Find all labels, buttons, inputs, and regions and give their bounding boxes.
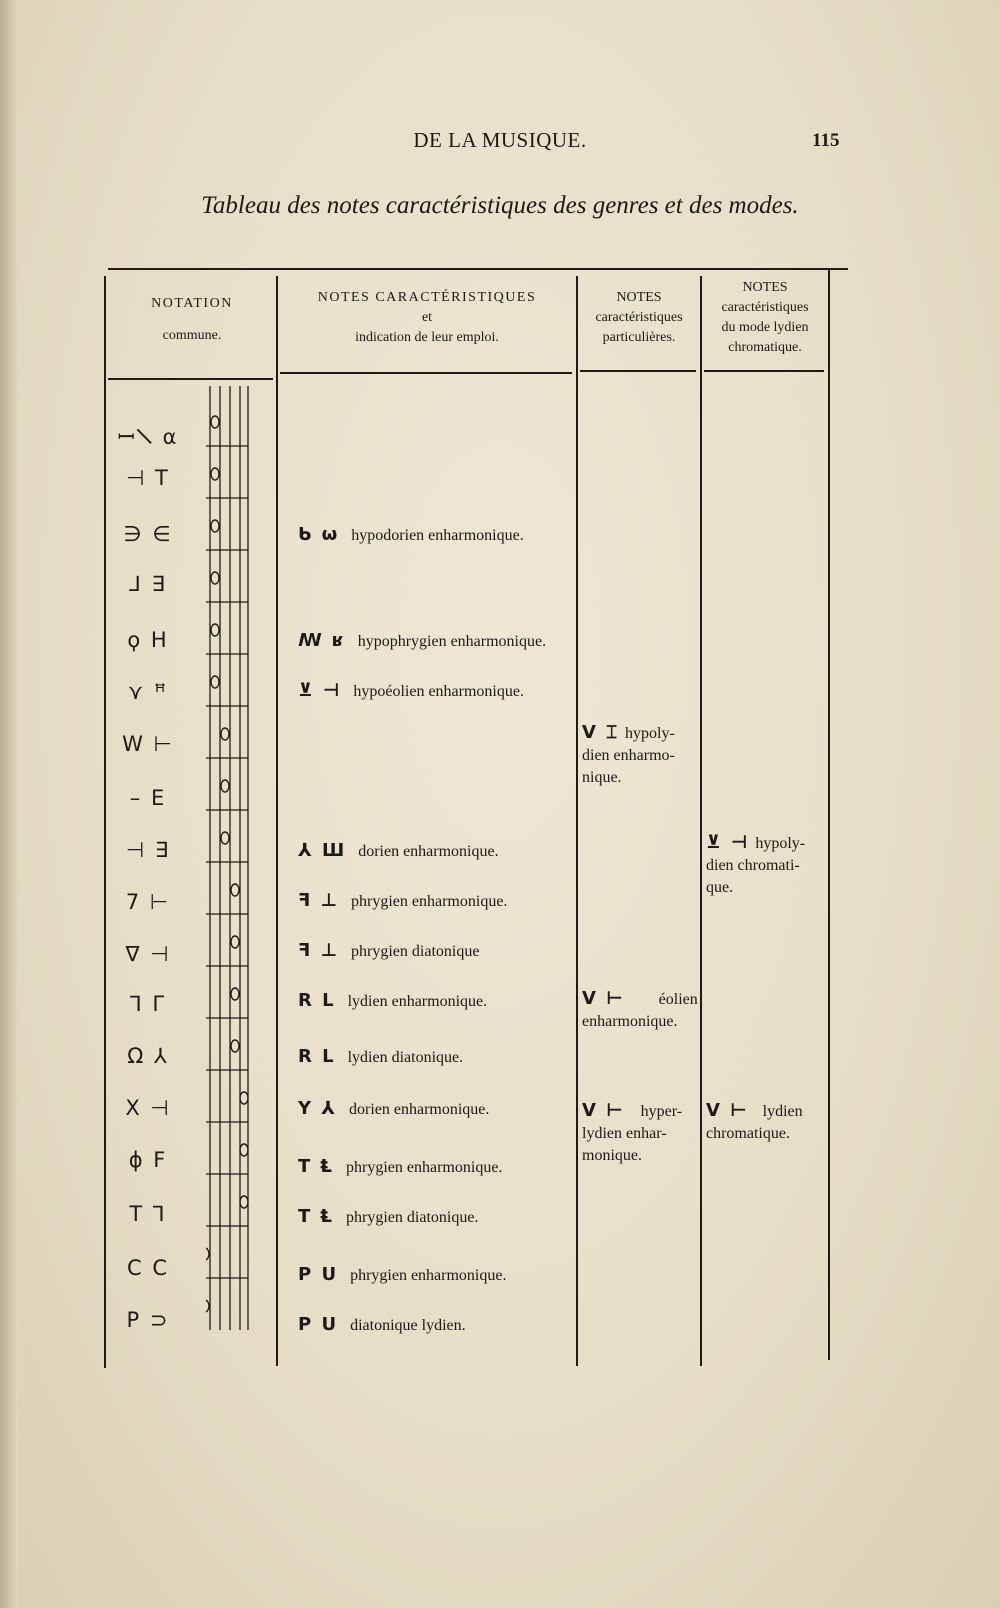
char-note-8 [298, 1046, 463, 1067]
char-note-5-text: phrygien enharmonique. [351, 893, 508, 910]
char-note-8-symbols: R L [298, 1046, 336, 1067]
column-divider-4 [828, 268, 830, 1360]
char-note-4-text: dorien enharmonique. [358, 843, 499, 860]
column-divider-2 [576, 276, 578, 1366]
header-characteristic-notes: NOTES CARACTÉRISTIQUES et indication de leur emploi. [317, 290, 537, 345]
notation-row-4: ⅃ ∃ [129, 572, 167, 596]
header-particular-notes: NOTES caractéristiques particulières. [595, 290, 683, 345]
char-note-2 [298, 630, 546, 651]
char-note-7 [298, 990, 487, 1011]
notation-row-15: ϕ F [128, 1148, 168, 1172]
char-note-6-symbols: ꟻ ⊥ [298, 940, 340, 961]
char-note-12-symbols: P U [298, 1264, 339, 1285]
header-rule-2 [280, 372, 572, 374]
particular-note-1: V ⌶ hypoly- dien enharmo- nique. [582, 722, 675, 786]
notation-row-12: ⅂ Γ [129, 992, 167, 1016]
char-note-10-symbols: T Ⱡ [298, 1156, 335, 1177]
column-divider-1 [276, 276, 278, 1366]
notation-row-11: ∇ ⊣ [125, 942, 171, 966]
particular-note-3-symbols: V ⊢ [582, 1100, 625, 1121]
table-top-rule [108, 268, 848, 270]
char-note-4 [298, 840, 499, 861]
notation-row-17: C C [126, 1256, 169, 1280]
notation-row-3: ∋ ∈ [123, 522, 173, 546]
particular-note-2: V ⊢ éolien enharmonique. [582, 988, 698, 1030]
lydian-chromatic-note-2-symbols: V ⊢ [706, 1100, 749, 1121]
notation-row-16: T ⅂ [129, 1202, 167, 1226]
running-head: DE LA MUSIQUE. [413, 128, 587, 152]
notation-row-1: ꟷ𝈏 ⍺ [117, 425, 179, 449]
char-note-5 [298, 890, 507, 911]
lydian-chromatic-note-1-symbols: ⊻ ⊣ [706, 832, 750, 853]
particular-note-2-symbols: V ⊢ [582, 988, 625, 1009]
char-note-9 [298, 1098, 489, 1119]
notation-row-5: ϙ H [127, 628, 169, 652]
header-notation: NOTATION commune. [151, 296, 233, 343]
char-note-13-text: diatonique lydien. [350, 1317, 466, 1334]
char-note-8-text: lydien diatonique. [347, 1049, 464, 1066]
notation-row-10: 7 ⊢ [125, 890, 171, 914]
notation-row-2: ⊣ T [126, 466, 170, 490]
char-note-1-symbols: ᑲ ω [298, 524, 340, 545]
char-note-12 [298, 1264, 506, 1285]
musical-staff-figure [206, 386, 256, 1330]
char-note-6-text: phrygien diatonique [351, 943, 480, 960]
notation-row-18: P ⊃ [126, 1308, 170, 1332]
header-lydian-chromatic: NOTES caractéristiques du mode lydien chromatique. [721, 280, 809, 355]
char-note-11-symbols: T Ⱡ [298, 1206, 335, 1227]
char-note-3-text: hypoéolien enharmonique. [353, 683, 524, 700]
char-note-7-text: lydien enharmonique. [347, 993, 488, 1010]
header-rule-1 [108, 378, 273, 380]
char-note-7-symbols: R L [298, 990, 336, 1011]
notation-row-7: W ⊢ [122, 732, 174, 756]
notation-row-6: ⋎ ꟸ [127, 680, 169, 704]
particular-note-3: V ⊢ hyper- lydien enhar- monique. [582, 1100, 683, 1164]
notation-row-9: ⊣ ∃ [125, 838, 171, 862]
char-note-2-text: hypophrygien enharmonique. [357, 633, 547, 650]
char-note-9-text: dorien enharmonique. [349, 1101, 490, 1118]
column-divider-3 [700, 276, 702, 1366]
char-note-10 [298, 1156, 502, 1177]
left-edge-rule [104, 276, 106, 1368]
char-note-13 [298, 1314, 466, 1335]
lydian-chromatic-note-2: V ⊢ lydien chromatique. [706, 1100, 803, 1142]
lydian-chromatic-note-1: ⊻ ⊣ hypoly- dien chromati- que. [706, 832, 806, 896]
char-note-5-symbols: ꟻ ⊥ [298, 890, 340, 911]
page-number: 115 [812, 130, 840, 151]
char-note-4-symbols: ⅄ Ш [298, 840, 347, 861]
char-note-11-text: phrygien diatonique. [346, 1209, 479, 1226]
notation-row-14: X ⊣ [125, 1096, 171, 1120]
particular-note-1-symbols: V ⌶ [582, 722, 619, 743]
char-note-1-text: hypodorien enharmonique. [351, 527, 524, 544]
table-title: Tableau des notes caractéristiques des genres et des modes. [201, 192, 799, 219]
char-note-3-symbols: ⊻ ⊣ [298, 680, 342, 701]
char-note-10-text: phrygien enharmonique. [346, 1159, 503, 1176]
notation-row-13: Ω ⅄ [127, 1044, 169, 1068]
char-note-6 [298, 940, 479, 961]
char-note-13-symbols: P U [298, 1314, 339, 1335]
header-rule-4 [704, 370, 824, 372]
char-note-9-symbols: Y ⅄ [298, 1098, 337, 1119]
char-note-3 [298, 680, 524, 701]
page-gutter-shadow [0, 0, 18, 1608]
char-note-11 [298, 1206, 478, 1227]
char-note-1 [298, 524, 524, 545]
char-note-2-symbols: ꟿ ʁ [298, 630, 346, 651]
char-note-12-text: phrygien enharmonique. [350, 1267, 507, 1284]
notation-row-8: – E [129, 786, 167, 810]
header-rule-3 [580, 370, 696, 372]
notes-table [108, 268, 848, 1368]
